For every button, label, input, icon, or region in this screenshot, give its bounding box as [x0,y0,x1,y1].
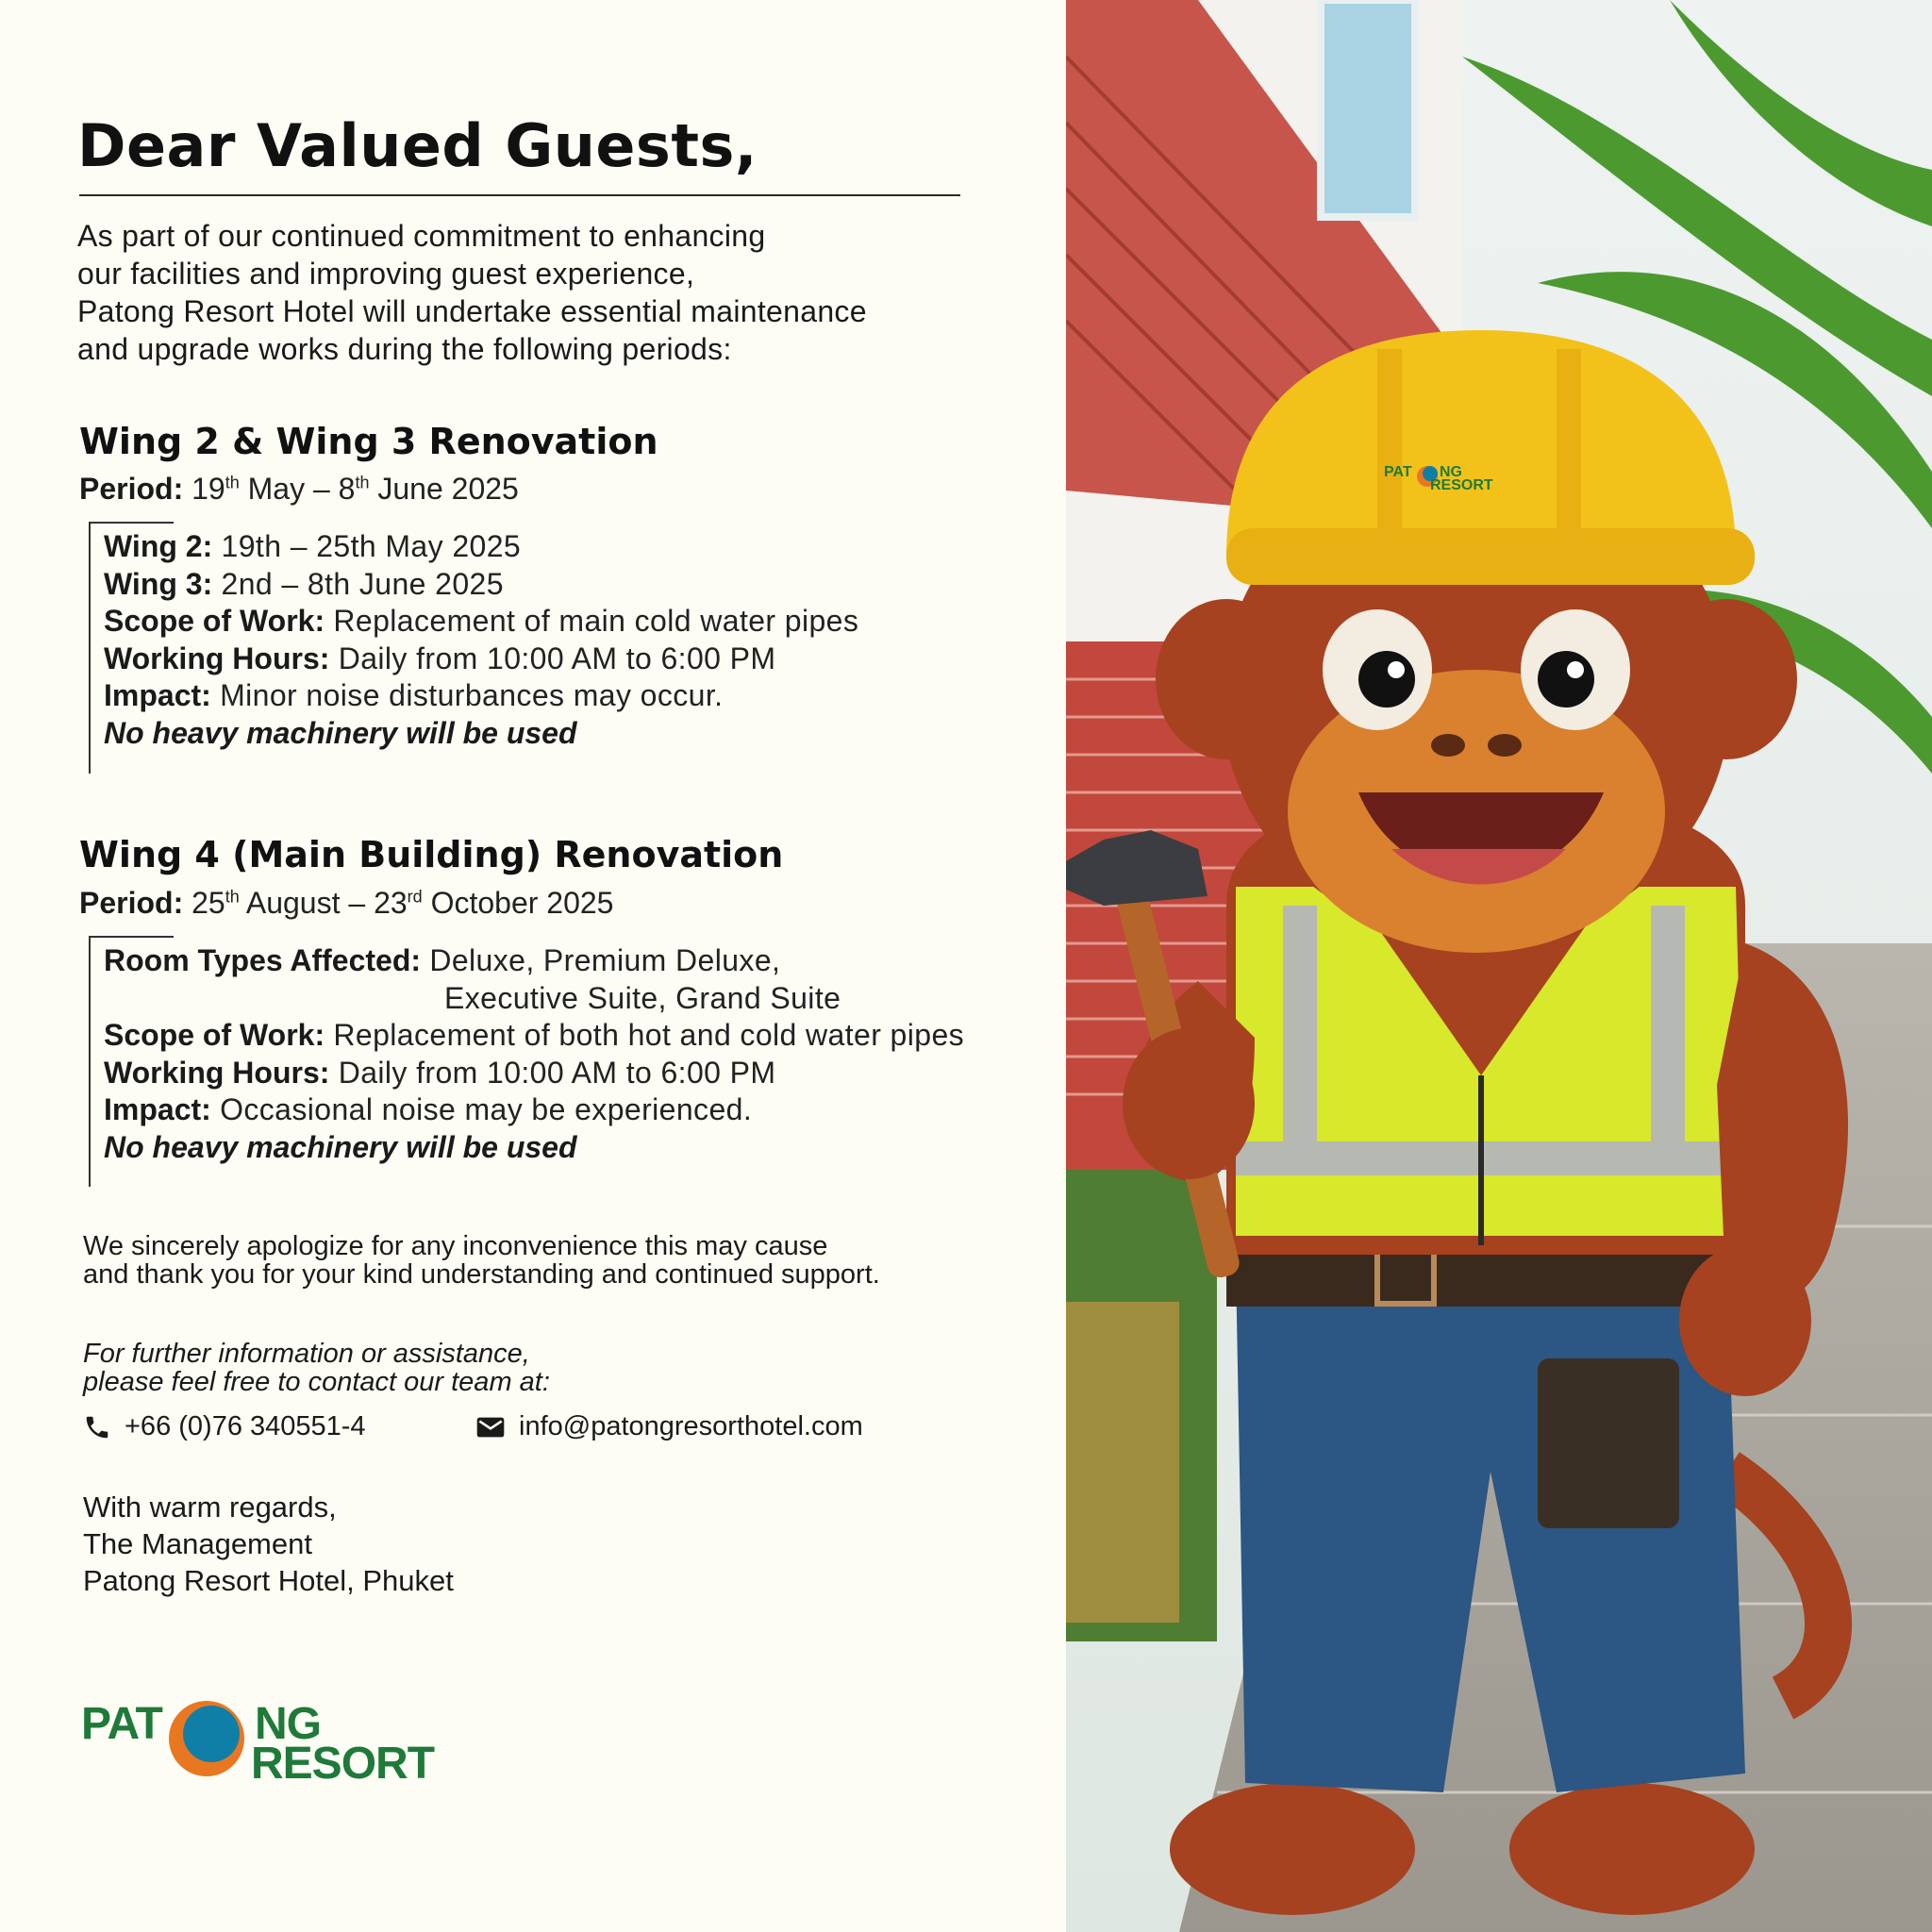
phone-icon [83,1413,111,1441]
contact-intro-line: For further information or assistance, [83,1339,530,1369]
detail-row: Room Types Affected: Deluxe, Premium Deluxe, [104,943,781,977]
apology-line: and thank you for your kind understanding and continued support. [83,1259,880,1290]
section-period-wing4 [79,886,613,921]
svg-text:NG: NG [1440,464,1462,480]
apology-line: We sincerely apologize for any inconvenience this may cause [83,1231,828,1261]
bracket-line [89,522,91,774]
apology-paragraph [83,1232,880,1289]
phone-number[interactable]: +66 (0)76 340551-4 [125,1411,366,1441]
details-wing4 [104,942,964,1166]
sign-off [83,1489,454,1599]
intro-paragraph [77,217,983,368]
section-title-wing2-3: Wing 2 & Wing 3 Renovation [79,421,658,462]
contact-email[interactable] [475,1411,863,1442]
detail-row: Scope of Work: Replacement of both hot and cold water pipes [104,1018,965,1052]
title-divider [79,194,960,196]
sign-off-line: With warm regards, [83,1491,337,1524]
logo-circle-icon [166,1698,247,1779]
period-value: 25th August – 23rd October 2025 [192,886,614,920]
page-title: Dear Valued Guests, [77,111,758,180]
detail-note: No heavy machinery will be used [104,715,577,750]
intro-line: our facilities and improving guest experience, [77,257,695,291]
sign-off-line: Patong Resort Hotel, Phuket [83,1564,454,1597]
mascot-photo [1066,0,1932,1932]
detail-row: Impact: Occasional noise may be experienced. [104,1092,753,1126]
details-wing2-3 [104,528,858,752]
svg-text:PAT: PAT [1384,464,1412,480]
detail-row: Scope of Work: Replacement of main cold water pipes [104,604,859,638]
detail-row: Working Hours: Daily from 10:00 AM to 6:00 PM [104,641,776,675]
patong-resort-logo: PAT NG RESORT [81,1699,435,1789]
detail-row: Impact: Minor noise disturbances may occur. [104,678,724,712]
bracket-top [89,522,174,524]
contact-intro-line: please feel free to contact our team at: [83,1367,550,1397]
section-title-wing4: Wing 4 (Main Building) Renovation [79,834,784,875]
detail-row: Wing 2: 19th – 25th May 2025 [104,529,522,563]
sign-off-line: The Management [83,1527,312,1560]
detail-row: Working Hours: Daily from 10:00 AM to 6:00 PM [104,1055,776,1090]
period-value: 19th May – 8th June 2025 [192,472,519,506]
intro-line: Patong Resort Hotel will undertake essential maintenance [77,294,867,328]
period-label: Period: [79,472,184,506]
mascot-illustration [1066,0,1932,1932]
envelope-icon [475,1415,506,1440]
intro-line: and upgrade works during the following periods: [77,332,732,366]
svg-text:RESORT: RESORT [1430,477,1493,493]
detail-note: No heavy machinery will be used [104,1129,577,1164]
period-label: Period: [79,886,184,920]
bracket-line [89,936,91,1187]
intro-line: As part of our continued commitment to enhancing [77,219,766,253]
contact-phone[interactable] [83,1411,366,1442]
email-address[interactable]: info@patongresorthotel.com [519,1411,863,1441]
bracket-top [89,936,174,938]
detail-row: Wing 3: 2nd – 8th June 2025 [104,566,504,601]
detail-row-continued: Executive Suite, Grand Suite [444,980,841,1015]
section-period-wing2-3 [79,472,519,507]
contact-intro [83,1340,550,1396]
